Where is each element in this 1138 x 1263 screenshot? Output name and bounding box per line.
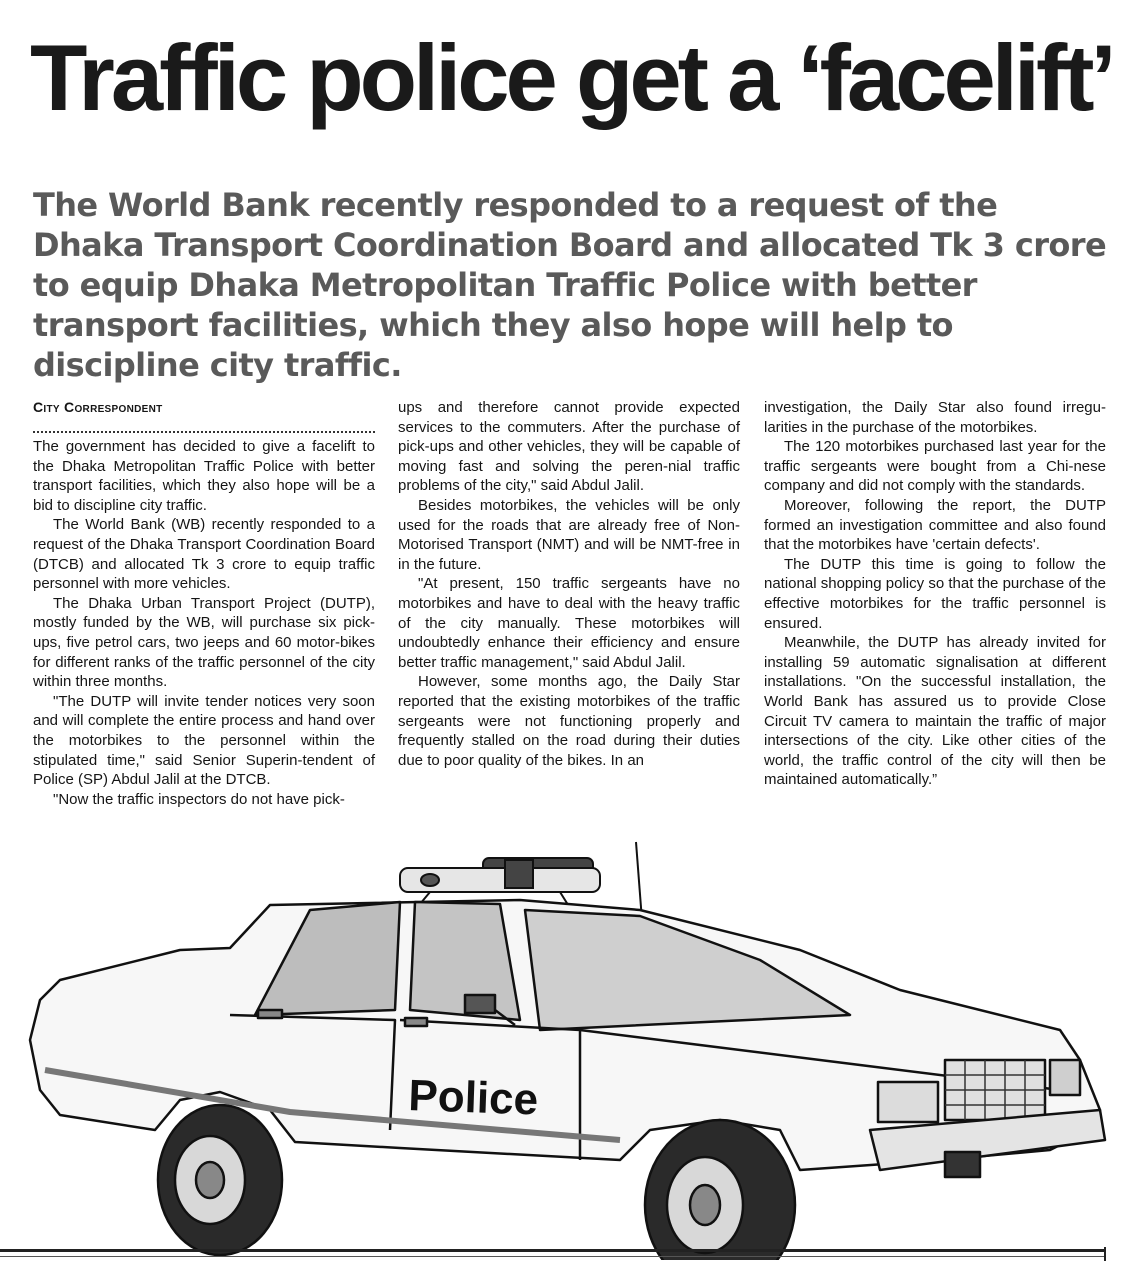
door-label: Police bbox=[407, 1071, 539, 1125]
rear-wheel bbox=[158, 1105, 282, 1255]
paragraph: The World Bank (WB) recently responded to a request of the Dhaka Transport Coordination Board (DTCB) and allocated Tk 3 crore to equip traffic personnel with more vehicles. bbox=[33, 516, 375, 593]
article-column-2 bbox=[398, 398, 740, 770]
paragraph: Besides motorbikes, the vehicles will be only used for the roads that are already free of Non-Motorised Transport (NMT) and will be NMT-free in in the future. bbox=[398, 496, 740, 573]
paragraph: ups and therefore cannot provide expected services to the commuters. After the purchase of pick-ups and other vehicles, they will be capable of moving fast and solving the peren-nial traffic problems of the city," said Abdul Jalil. bbox=[398, 399, 740, 495]
headline: Traffic police get a ‘facelift’ bbox=[30, 25, 1113, 130]
dotted-divider bbox=[33, 419, 375, 433]
paragraph: Meanwhile, the DUTP has already invited for installing 59 automatic signalisation at different installations. "On the successful installation, the World Bank has assured us to provide Close Circuit TV camera to maintain the traffic of major intersections of the city. Like other cities of the world, the traffic control of the city will then be maintained automatically.” bbox=[764, 634, 1106, 789]
bottom-rule-thin bbox=[0, 1256, 1105, 1257]
paragraph: "At present, 150 traffic sergeants have no motorbikes and have to deal with the heavy traffic of the city manually. These motorbikes will undoubtedly enhance their efficiency and ensure better traffic management," said Abdul Jalil. bbox=[398, 575, 740, 671]
paragraph: investigation, the Daily Star also found irregu-larities in the purchase of the motorbikes. bbox=[764, 399, 1106, 436]
paragraph: The 120 motorbikes purchased last year for the traffic sergeants were bought from a Chi-nese company and did not comply with the standards. bbox=[764, 438, 1106, 495]
paragraph: The DUTP this time is going to follow the national shopping policy so that the purchase of the effective motorbikes for the traffic personnel is ensured. bbox=[764, 555, 1106, 632]
police-car-illustration bbox=[0, 830, 1138, 1260]
article-column-3 bbox=[764, 398, 1106, 790]
paragraph: Moreover, following the report, the DUTP formed an investigation committee and also found that the motorbikes have 'certain defects'. bbox=[764, 496, 1106, 554]
paragraph: The government has decided to give a facelift to the Dhaka Metropolitan Traffic Police with better transport facilities, which they also hope will be a bid to discipline city traffic. bbox=[33, 438, 375, 514]
front-wheel bbox=[645, 1120, 795, 1260]
byline: City Correspondent bbox=[33, 399, 163, 415]
article-column-1 bbox=[33, 398, 375, 809]
deck-summary: The World Bank recently responded to a request of the Dhaka Transport Coordination Board and allocated Tk 3 crore to equip Dhaka Metropolitan Traffic Police with better transport facilities, which they also hope will help to discipline city traffic. bbox=[33, 186, 1107, 384]
paragraph: The Dhaka Urban Transport Project (DUTP), mostly funded by the WB, will purchase six pick-ups, five petrol cars, two jeeps and 60 motor-bikes for different ranks of the traffic personnel of the city within three months. bbox=[33, 594, 375, 691]
paragraph: "The DUTP will invite tender notices very soon and will complete the entire process and hand over the motorbikes to the personnel within the stipulated time," said Senior Superin-tendent of Police (SP) Abdul Jalil at the DTCB. bbox=[33, 692, 375, 789]
bottom-rule bbox=[0, 1249, 1105, 1252]
rule-end-tick bbox=[1104, 1247, 1106, 1261]
paragraph: "Now the traffic inspectors do not have pick- bbox=[53, 790, 345, 808]
paragraph: However, some months ago, the Daily Star reported that the existing motorbikes of the traffic sergeants were not functioning properly and frequently stalled on the road during their duties due to poor quality of the bikes. In an bbox=[398, 673, 740, 769]
